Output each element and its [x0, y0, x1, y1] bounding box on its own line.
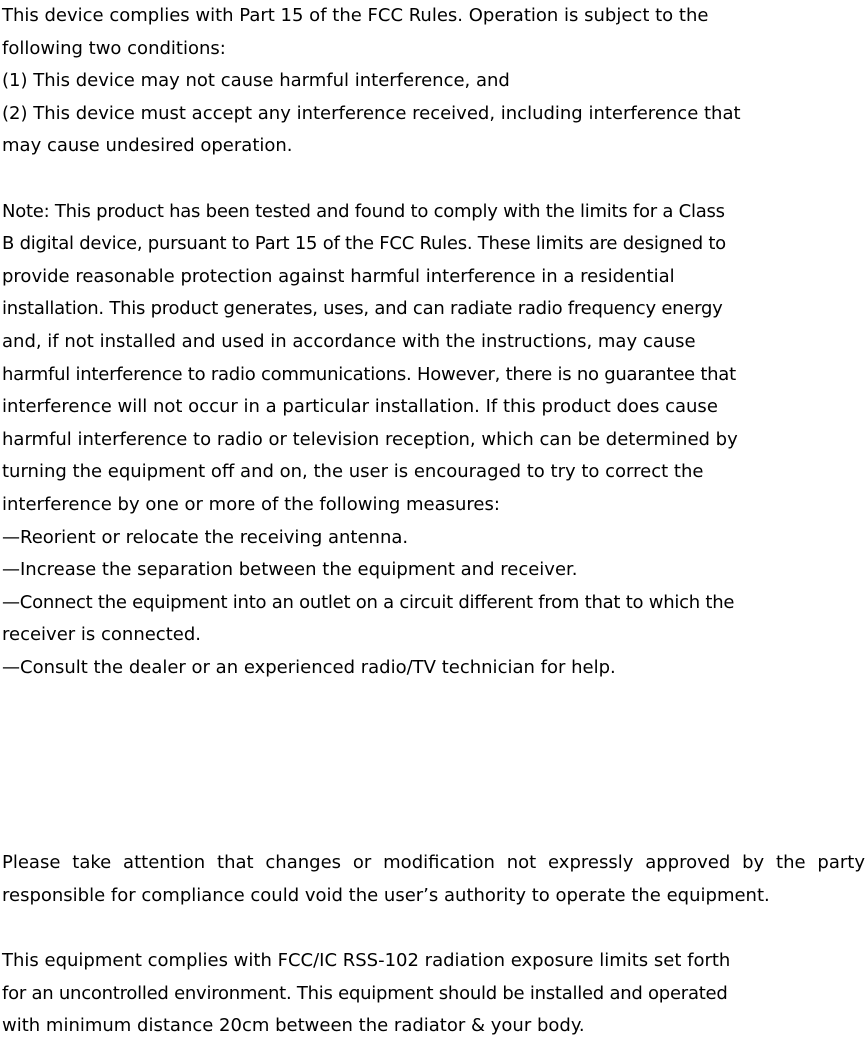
fcc-statement-line: following two conditions: — [2, 37, 226, 59]
paragraph-spacer — [2, 913, 865, 946]
modification-warning: Please take attention that changes or modification not expressly approved by the party responsible for compliance could void the user’s authority to operate the equipment. — [2, 852, 865, 907]
measure-item: —Connect the equipment into an outlet on a circuit different from that to which the — [2, 591, 735, 613]
note-line: harmful interference to radio or television reception, which can be determined by — [2, 428, 738, 450]
fcc-condition-1: (1) This device may not cause harmful interference, and — [2, 70, 510, 92]
note-line: harmful interference to radio communications. However, there is no guarantee that — [2, 363, 736, 385]
fcc-compliance-statement — [2, 0, 865, 163]
note-line: interference by one or more of the following measures: — [2, 493, 500, 515]
rf-exposure-statement — [2, 945, 865, 1043]
note-line: and, if not installed and used in accordance with the instructions, may cause — [2, 330, 696, 352]
note-line: B digital device, pursuant to Part 15 of the FCC Rules. These limits are designed to — [2, 233, 726, 255]
measure-item: —Increase the separation between the equipment and receiver. — [2, 559, 578, 581]
document-page — [2, 0, 865, 1043]
section-spacer — [2, 684, 865, 847]
fcc-condition-2: (2) This device must accept any interference received, including interference that — [2, 102, 741, 124]
note-line: interference will not occur in a particular installation. If this product does cause — [2, 396, 718, 418]
measure-item: —Consult the dealer or an experienced radio/TV technician for help. — [2, 656, 616, 678]
note-line: installation. This product generates, uses, and can radiate radio frequency energy — [2, 298, 723, 320]
rf-exposure-line: with minimum distance 20cm between the radiator & your body. — [2, 1015, 585, 1037]
rf-exposure-line: for an uncontrolled environment. This equipment should be installed and operated — [2, 982, 728, 1004]
note-line: turning the equipment off and on, the user is encouraged to try to correct the — [2, 461, 704, 483]
note-line: provide reasonable protection against harmful interference in a residential — [2, 265, 675, 287]
measure-item-continuation: receiver is connected. — [2, 624, 201, 646]
note-line: Note: This product has been tested and found to comply with the limits for a Class — [2, 200, 725, 222]
fcc-statement-line: may cause undesired operation. — [2, 135, 293, 157]
paragraph-spacer — [2, 163, 865, 196]
class-b-note — [2, 196, 865, 685]
fcc-statement-line: This device complies with Part 15 of the FCC Rules. Operation is subject to the — [2, 5, 709, 26]
rf-exposure-line: This equipment complies with FCC/IC RSS-102 radiation exposure limits set forth — [2, 950, 731, 972]
measure-item: —Reorient or relocate the receiving antenna. — [2, 526, 409, 548]
